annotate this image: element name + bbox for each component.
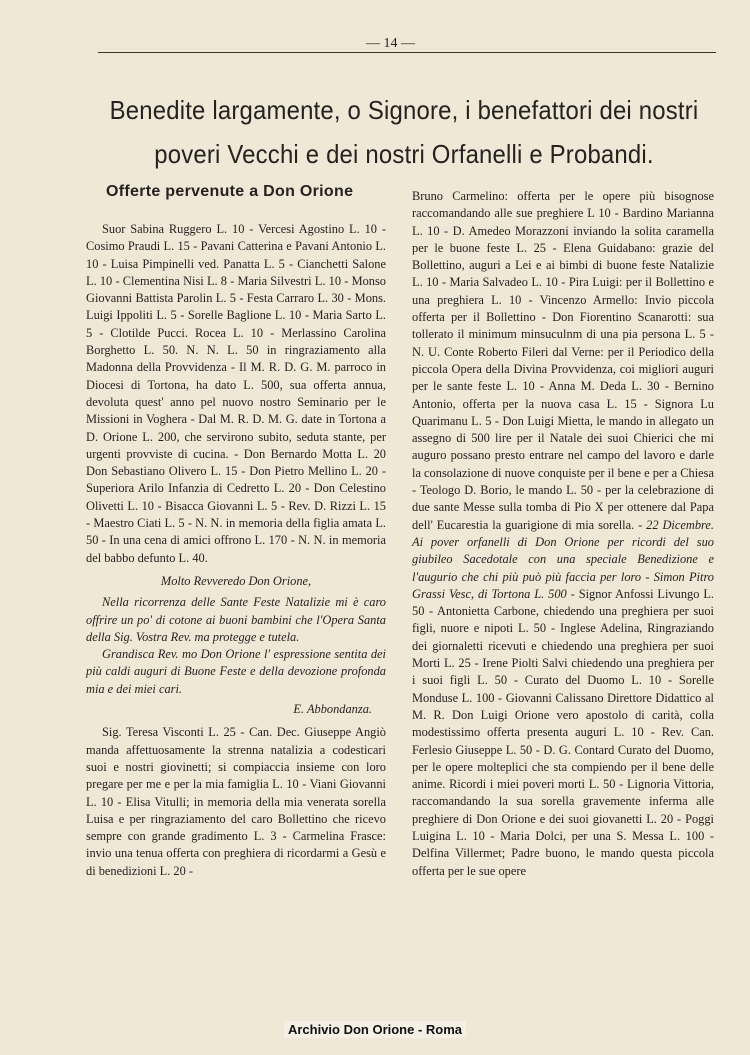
right-text-italic: 22 Dicembre. Ai pover orfanelli di Don Orione per ricordi del suo giubileo Sacedotale con una speciale Benedizione e l'augurio che chi più può più faccia per loro - Simon Pitro Grassi Vesc, di Tortona L. 500 bbox=[412, 517, 714, 601]
letter-signature: E. Abbondanza. bbox=[293, 702, 372, 717]
header-rule bbox=[98, 52, 716, 53]
donations-paragraph-2: Sig. Teresa Visconti L. 25 - Can. Dec. Giuseppe Angiò manda affettuosamente la strenna natalizia a codesticari suoi e nostri giovinetti; si compiaccia insieme con loro pregare per me e per la mia famiglia L. 10 - Viani Giovanni L. 10 - Elisa Vitulli; in memoria della mia venerata sorella Luisa e per ringraziamento del caro Bollettino che ricevo sempre con grande gradimento L. 3 - Carmelina Frasce: invio una tenua offerta con preghiera di ricordarmi a Gesù e di benedizioni L. 20 - bbox=[86, 725, 386, 878]
left-column bbox=[86, 221, 386, 880]
letter-salutation: Molto Revveredo Don Orione, bbox=[160, 573, 312, 588]
letter-paragraph-1: Nella ricorrenza delle Sante Feste Natalizie mi è caro offrire un po' di cotone ai buoni bambini che l'Opera Santa della Sig. Vostra Rev. ma protegge e tutela. bbox=[86, 595, 386, 644]
right-text bbox=[412, 188, 714, 880]
right-text-b: - Signor Anfossi Livungo L. 50 - Antonietta Carbone, chiedendo una preghiera per suoi figli, nuore e nipoti L. 50 - Inglese Adelina, Ringraziando dei giornaletti ricevuti e chiedendo una preghiera per suoi Morti L. 25 - Irene Piolti Salvi chiedendo una preghiera per i suoi figli L. 50 - Curato del Duomo L. 10 - Sorelle Monduse L. 100 - Giovanni Calissano Direttore Didattico al M. R. Don Luigi Orione vero apostolo di carità, colla modestissimo offerta presenta auguri L. 10 - Rev. Can. Ferlesio Giuseppe L. 50 - D. G. Contard Curato del Duomo, per le opere molteplici che sta compiendo per il bene delle anime. Ricordi i miei poveri morti L. 50 - Lignoria Vittoria, raccomandando la sua sorella gravemente inferma alle preghiere di Don Orione e dei suoi giovanetti L. 20 - Poggi Luigina L. 10 - Maria Dolci, per una S. Messa L. 100 - Delfina Villermet; Padre buono, le mando questa piccola offerta per le sue opere bbox=[412, 586, 714, 878]
heading-line-1: Benedite largamente, o Signore, i benefattori dei nostri bbox=[109, 95, 699, 125]
page-number: — 14 — bbox=[360, 36, 421, 52]
letter-paragraph-2: Grandisca Rev. mo Don Orione l' espressione sentita dei più caldi auguri di Buone Feste e della devozione profonda mia e dei miei cari. bbox=[86, 647, 386, 696]
right-text-a: Bruno Carmelino: offerta per le opere più bisognose raccomandando alle sue preghiere L 10 - Bardino Marianna L. 10 - D. Amedeo Morazzoni inviando la solita caramella per le buone feste L. 25 - Elena Guidabano: grazie del Bollettino, auguri a Lei e ai bimbi di buone feste Natalizie L. 10 - Maria Salvadeo L. 10 - Pira Luigi: per il Bollettino e una preghiera L. 10 - Vincenzo Armello: Invio piccola offerta per il Bollettino - Don Fiorentino Scanarotti: sua tollerato il minimum minsuculnm di una pia persona L. 5 - N. U. Conte Roberto Fileri dal Verne: per il Periodico della piccola Opera della Divina Provvidenza, coi migliori auguri per le sante feste L. 10 - Anna M. Deda L. 30 - Bernino Antonio, offerta per la nuova casa L. 15 - Signora Lu Quarimanu L. 5 - Don Luigi Mietta, le mando in allegato un assegno di 500 lire per il Natale dei suoi Chierici che mi auguro possano presto entrare nel campo del lavoro e darle la consolazione di nuove conquiste per il bene e per a Chiesa - Teologo D. Borio, le mando L. 50 - per la celebrazione di due sante Messe sulla tomba di Pio X per ottenere dal Papa dell' Eucarestia la guarigione di mia sorella. - bbox=[412, 189, 714, 532]
footer-text: Archivio Don Orione - Roma bbox=[284, 1021, 466, 1038]
section-title: Offerte pervenute a Don Orione bbox=[106, 183, 354, 200]
page-heading bbox=[110, 88, 699, 176]
heading-line-2: poveri Vecchi e dei nostri Orfanelli e Probandi. bbox=[154, 139, 654, 169]
footer-archive-label bbox=[0, 1022, 750, 1037]
donations-paragraph-1: Suor Sabina Ruggero L. 10 - Vercesi Agostino L. 10 - Cosimo Praudi L. 15 - Pavani Catterina e Pavani Antonio L. 10 - Luisa Pimpinelli ved. Panatta L. 5 - Cianchetti Salone L. 10 - Clementina Nisi L. 8 - Maria Silvestri L. 10 - Monso Giovanni Battista Parolin L. 5 - Festa Carraro L. 30 - Mons. Luigi Ippoliti L. 5 - Sorelle Baglione L. 10 - Maria Sarto L. 5 - Clotilde Pucci. Rocea L. 10 - Merlassino Carolina Borghetto L. 50. N. N. L. 50 in ringraziamento alla Madonna della Provvidenza - Il M. R. D. G. M. parroco in Diocesi di Tortona, ha dato L. 500, sua offerta annua, devoluta quest' anno pel nuovo nostro Seminario per le Missioni in Voghera - Dal M. R. D. M. G. date in Tortona a D. Orione L. 200, che servirono subito, seduta stante, per urgenti provviste di cucina. - Don Bernardo Motta L. 20 Don Sebastiano Olivero L. 15 - Don Pietro Mellino L. 20 - Superiora Arilo Infanzia di Cedretto L. 20 - Don Celestino Olivetti L. 10 - Bisacca Giovanni L. 5 - Rev. D. Rizzi L. 15 - Maestro Ciati L. 5 - N. N. in memoria della figlia amata L. 50 - In una cena di amici offrono L. 170 - N. N. in memoria del babbo defunto L. 40. bbox=[86, 222, 386, 565]
right-column bbox=[412, 188, 714, 880]
